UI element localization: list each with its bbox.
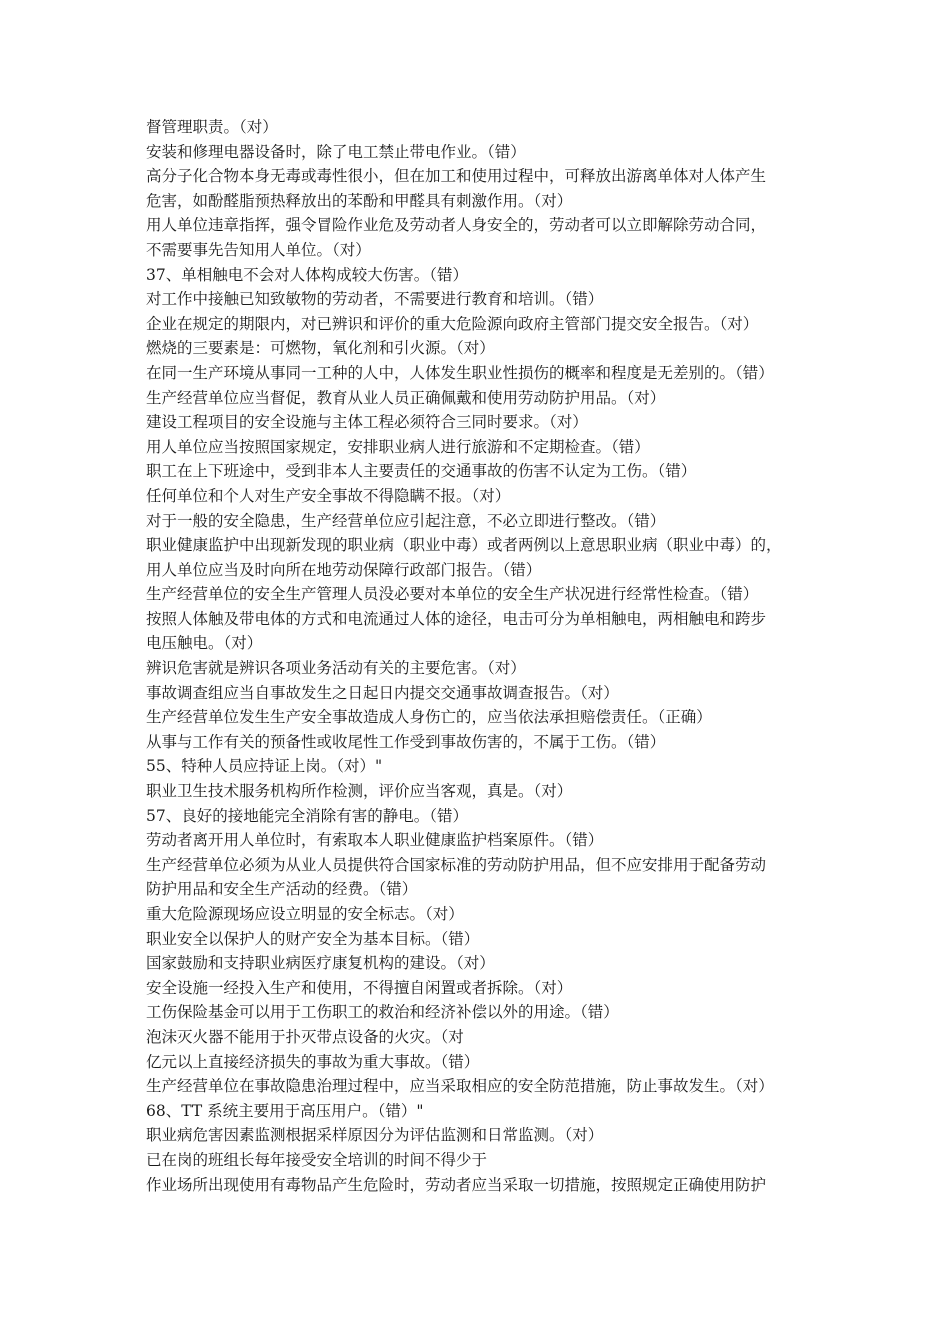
text-line: 从事与工作有关的预备性或收尾性工作受到事故伤害的，不属于工伤。（错） bbox=[146, 732, 666, 751]
text-line: 68、TT 系统主要用于高压用户。（错）" bbox=[146, 1101, 424, 1120]
text-line: 高分子化合物本身无毒或毒性很小，但在加工和使用过程中，可释放出游离单体对人体产生 bbox=[146, 167, 767, 186]
text-line: 作业场所出现使用有毒物品产生危险时，劳动者应当采取一切措施，按照规定正确使用防护 bbox=[146, 1175, 767, 1194]
text-line: 职业健康监护中出现新发现的职业病（职业中毒）或者两例以上意思职业病（职业中毒）的， bbox=[146, 536, 782, 555]
text-line: 亿元以上直接经济损失的事故为重大事故。（错） bbox=[146, 1052, 480, 1071]
text-line: 劳动者离开用人单位时，有索取本人职业健康监护档案原件。（错） bbox=[146, 831, 604, 850]
text-line: 职业安全以保护人的财产安全为基本目标。（错） bbox=[146, 929, 480, 948]
text-line: 57、良好的接地能完全消除有害的静电。（错） bbox=[146, 806, 468, 825]
text-line: 在同一生产环境从事同一工种的人中，人体发生职业性损伤的概率和程度是无差别的。（错） bbox=[146, 363, 774, 382]
text-line: 生产经营单位发生生产安全事故造成人身伤亡的，应当依法承担赔偿责任。（正确） bbox=[146, 708, 712, 727]
text-line: 生产经营单位的安全生产管理人员没必要对本单位的安全生产状况进行经常性检查。（错） bbox=[146, 585, 759, 604]
text-line: 危害，如酚醛脂预热释放出的苯酚和甲醛具有刺激作用。（对） bbox=[146, 191, 573, 210]
text-line: 生产经营单位必须为从业人员提供符合国家标准的劳动防护用品，但不应安排用于配备劳动 bbox=[146, 855, 767, 874]
text-line: 安装和修理电器设备时，除了电工禁止带电作业。（错） bbox=[146, 142, 526, 161]
text-line: 国家鼓励和支持职业病医疗康复机构的建设。（对） bbox=[146, 954, 495, 973]
text-line: 任何单位和个人对生产安全事故不得隐瞒不报。（对） bbox=[146, 486, 511, 505]
text-line: 防护用品和安全生产活动的经费。（错） bbox=[146, 880, 418, 899]
text-line: 已在岗的班组长每年接受安全培训的时间不得少于 bbox=[146, 1150, 488, 1169]
text-line: 督管理职责。（对） bbox=[146, 118, 278, 136]
text-line: 生产经营单位在事故隐患治理过程中，应当采取相应的安全防范措施，防止事故发生。（对） bbox=[146, 1077, 774, 1096]
text-line: 电压触电。（对） bbox=[146, 634, 263, 653]
text-line: 对工作中接触已知致敏物的劳动者，不需要进行教育和培训。（错） bbox=[146, 290, 604, 309]
text-line: 重大危险源现场应设立明显的安全标志。（对） bbox=[146, 905, 464, 923]
text-line: 55、特种人员应持证上岗。（对）" bbox=[146, 757, 383, 776]
text-line: 工伤保险基金可以用于工伤职工的救治和经济补偿以外的用途。（错） bbox=[146, 1003, 619, 1022]
text-line: 职业病危害因素监测根据采样原因分为评估监测和日常监测。（对） bbox=[146, 1126, 604, 1145]
text-line: 安全设施一经投入生产和使用，不得擅自闲置或者拆除。（对） bbox=[146, 978, 573, 997]
text-line: 事故调查组应当自事故发生之日起日内提交交通事故调查报告。（对） bbox=[146, 683, 619, 702]
text-line: 生产经营单位应当督促，教育从业人员正确佩戴和使用劳动防护用品。（对） bbox=[146, 388, 666, 407]
text-line: 辨识危害就是辨识各项业务活动有关的主要危害。（对） bbox=[146, 659, 526, 678]
document-body bbox=[146, 115, 810, 1197]
text-line: 职工在上下班途中，受到非本人主要责任的交通事故的伤害不认定为工伤。（错） bbox=[146, 462, 697, 481]
text-line: 用人单位违章指挥，强令冒险作业危及劳动者人身安全的，劳动者可以立即解除劳动合同， bbox=[146, 216, 767, 235]
text-line: 37、单相触电不会对人体构成较大伤害。（错） bbox=[146, 265, 468, 284]
text-line: 不需要事先告知用人单位。（对） bbox=[146, 240, 371, 259]
text-line: 用人单位应当及时向所在地劳动保障行政部门报告。（错） bbox=[146, 560, 542, 579]
text-line: 用人单位应当按照国家规定，安排职业病人进行旅游和不定期检查。（错） bbox=[146, 437, 650, 456]
text-line: 企业在规定的期限内，对已辨识和评价的重大危险源向政府主管部门提交安全报告。（对） bbox=[146, 314, 759, 333]
text-line: 职业卫生技术服务机构所作检测，评价应当客观，真是。（对） bbox=[146, 782, 573, 801]
text-line: 泡沫灭火器不能用于扑灭带点设备的火灾。（对 bbox=[146, 1027, 464, 1046]
text-line: 建设工程项目的安全设施与主体工程必须符合三同时要求。（对） bbox=[146, 413, 588, 432]
text-line: 按照人体触及带电体的方式和电流通过人体的途径，电击可分为单相触电，两相触电和跨步 bbox=[146, 609, 767, 628]
text-line: 对于一般的安全隐患，生产经营单位应引起注意，不必立即进行整改。（错） bbox=[146, 511, 666, 530]
text-line: 燃烧的三要素是：可燃物，氧化剂和引火源。（对） bbox=[146, 339, 495, 358]
